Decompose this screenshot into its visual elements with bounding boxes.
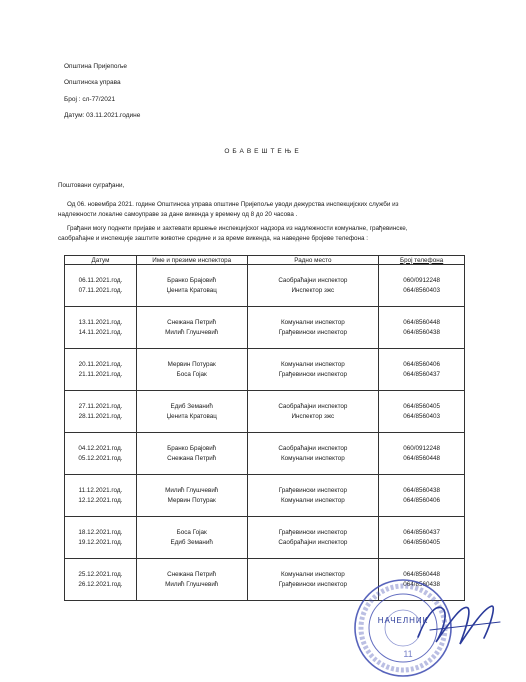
position-cell-line: Грађевински инспектор (278, 370, 347, 378)
inspector-name-cell-line: Милић Глушчевић (165, 580, 219, 588)
inspector-name-cell-line: Милић Глушчевић (165, 328, 219, 336)
position-cell-line: Грађевински инспектор (278, 486, 347, 494)
phone-cell (379, 307, 465, 349)
phone-cell-line: 064/8560437 (403, 528, 440, 536)
table-header-row (65, 256, 465, 265)
inspection-schedule-table (64, 255, 465, 601)
table-row (65, 433, 465, 475)
table-row (65, 349, 465, 391)
date-cell-line: 26.12.2021.год. (78, 580, 123, 588)
svg-text:11: 11 (403, 649, 413, 659)
inspector-name-cell (136, 349, 247, 391)
phone-cell-line: 064/8560403 (403, 412, 440, 420)
phone-cell-line: 064/8560405 (403, 538, 440, 546)
header-phone: Број телефона (379, 256, 465, 265)
salutation: Поштовани суграђани, (58, 182, 125, 189)
inspector-name-cell-line: Бранко Брајовић (167, 276, 217, 284)
phone-cell-line: 060/0912248 (403, 444, 440, 452)
date-cell-line: 28.11.2021.год. (78, 412, 123, 420)
inspector-name-cell (136, 559, 247, 601)
inspector-name-cell-line: Мервин Потурак (167, 496, 216, 504)
date-cell-line: 13.11.2021.год. (78, 318, 123, 326)
position-cell-line: Грађевински инспектор (278, 528, 347, 536)
phone-cell-line: 064/8560437 (403, 370, 440, 378)
inspector-name-cell (136, 475, 247, 517)
position-cell-line: Грађевински инспектор (278, 328, 347, 336)
position-cell (247, 391, 379, 433)
date-cell (65, 433, 137, 475)
date-cell (65, 307, 137, 349)
signature (410, 592, 510, 652)
position-cell-line: Комунални инспектор (280, 318, 345, 326)
header-position: Радно место (247, 256, 379, 265)
date-cell-line: 07.11.2021.год. (78, 286, 123, 294)
date-cell-line: 05.12.2021.год. (78, 454, 123, 462)
date-cell-line: 14.11.2021.год. (78, 328, 123, 336)
position-cell (247, 265, 379, 307)
paragraph-2-line-1: Грађани могу поднети пријаве и захтевати вршење инспекцијског надзора из надлежности комуналне, грађевинске, (67, 225, 408, 232)
phone-cell-line: 064/8560406 (403, 360, 440, 368)
date-cell-line: 19.12.2021.год. (78, 538, 123, 546)
inspector-name-cell (136, 391, 247, 433)
phone-cell (379, 349, 465, 391)
phone-cell (379, 433, 465, 475)
phone-cell (379, 517, 465, 559)
date-cell (65, 349, 137, 391)
date-cell-line: 11.12.2021.год. (78, 486, 123, 494)
phone-cell-line: 064/8560438 (403, 580, 440, 588)
date-cell (65, 391, 137, 433)
administration-name: Општинска управа (64, 79, 121, 86)
position-cell (247, 475, 379, 517)
phone-cell-line: 064/8560438 (403, 486, 440, 494)
position-cell (247, 307, 379, 349)
phone-cell-line: 064/8560405 (403, 402, 440, 410)
date-cell (65, 265, 137, 307)
phone-cell-line: 064/8560438 (403, 328, 440, 336)
inspector-name-cell-line: Мервин Потурак (167, 360, 216, 368)
position-cell-line: Грађевински инспектор (278, 580, 347, 588)
phone-cell (379, 391, 465, 433)
inspector-name-cell-line: Едиб Земанић (170, 538, 213, 546)
phone-cell-line: 064/8560448 (403, 318, 440, 326)
position-cell-line: Саобраћајни инспектор (278, 276, 348, 284)
inspector-name-cell-line: Џенита Кратовац (166, 412, 217, 420)
inspector-name-cell-line: Милић Глушчевић (165, 486, 219, 494)
table-row (65, 265, 465, 307)
inspector-name-cell-line: Снежана Петрић (167, 318, 217, 326)
date-cell-line: 18.12.2021.год. (78, 528, 123, 536)
date-cell (65, 475, 137, 517)
table-row (65, 475, 465, 517)
date-cell-line: 12.12.2021.год. (78, 496, 123, 504)
inspector-name-cell-line: Боса Гојак (176, 528, 207, 536)
position-cell-line: Саобраћајни инспектор (278, 538, 348, 546)
date-cell (65, 559, 137, 601)
date-cell-line: 06.11.2021.год. (78, 276, 123, 284)
inspector-name-cell-line: Бранко Брајовић (167, 444, 217, 452)
position-cell (247, 349, 379, 391)
document-title: ОБАВЕШТЕЊЕ (224, 148, 302, 155)
table-row (65, 517, 465, 559)
inspector-name-cell-line: Снежана Петрић (167, 570, 217, 578)
phone-cell-line: 064/8560403 (403, 286, 440, 294)
date-cell-line: 27.11.2021.год. (78, 402, 123, 410)
position-cell-line: Комунални инспектор (280, 496, 345, 504)
position-cell-line: Саобраћајни инспектор (278, 402, 348, 410)
position-cell-line: Комунални инспектор (280, 454, 345, 462)
position-cell-line: Комунални инспектор (280, 360, 345, 368)
phone-cell-line: 064/8560448 (403, 570, 440, 578)
position-cell-line: Саобраћајни инспектор (278, 444, 348, 452)
header-date: Датум (65, 256, 137, 265)
inspector-name-cell (136, 307, 247, 349)
date-cell-line: 25.12.2021.год. (78, 570, 123, 578)
paragraph-1-line-2: надлежности локалне самоуправе за дане викенда у времену од 8 до 20 часова . (58, 210, 298, 218)
date-cell-line: 21.11.2021.год. (78, 370, 123, 378)
position-cell (247, 433, 379, 475)
position-cell-line: Инспектор зжс (291, 286, 335, 294)
inspector-name-cell (136, 265, 247, 307)
position-cell (247, 517, 379, 559)
inspector-name-cell-line: Џенита Кратовац (166, 286, 217, 294)
inspector-name-cell-line: Снежана Петрић (167, 454, 217, 462)
date-cell (65, 517, 137, 559)
paragraph-2-line-2: саобраћајне и инспекције заштите животне средине и за време викенда, на наведене бројеве телефона : (58, 234, 368, 242)
paragraph-1-line-1: Од 06. новембра 2021. године Општинска управа општине Пријепоље уводи дежурства инспекцијских служби из (67, 201, 399, 208)
header-inspector-name: Име и презиме инспектора (136, 256, 247, 265)
document-number: Број : сл-77/2021 (64, 96, 116, 103)
inspector-name-cell (136, 517, 247, 559)
table-row (65, 391, 465, 433)
position-cell-line: Комунални инспектор (280, 570, 345, 578)
inspector-name-cell (136, 433, 247, 475)
table-row (65, 307, 465, 349)
phone-cell-line: 060/0912248 (403, 276, 440, 284)
position-cell-line: Инспектор зжс (291, 412, 335, 420)
phone-cell (379, 265, 465, 307)
phone-cell-line: 064/8560448 (403, 454, 440, 462)
document-date: Датум: 03.11.2021.године (64, 112, 141, 119)
stamp-label: НАЧЕЛНИК (377, 616, 429, 625)
inspector-name-cell-line: Боса Гојак (176, 370, 207, 378)
paragraph-2 (58, 224, 408, 243)
phone-cell (379, 475, 465, 517)
date-cell-line: 20.11.2021.год. (78, 360, 123, 368)
paragraph-1 (58, 200, 399, 219)
inspector-name-cell-line: Едиб Земанић (170, 402, 213, 410)
municipality-name: Општина Пријепоље (64, 63, 128, 70)
phone-cell-line: 064/8560406 (403, 496, 440, 504)
date-cell-line: 04.12.2021.год. (78, 444, 123, 452)
